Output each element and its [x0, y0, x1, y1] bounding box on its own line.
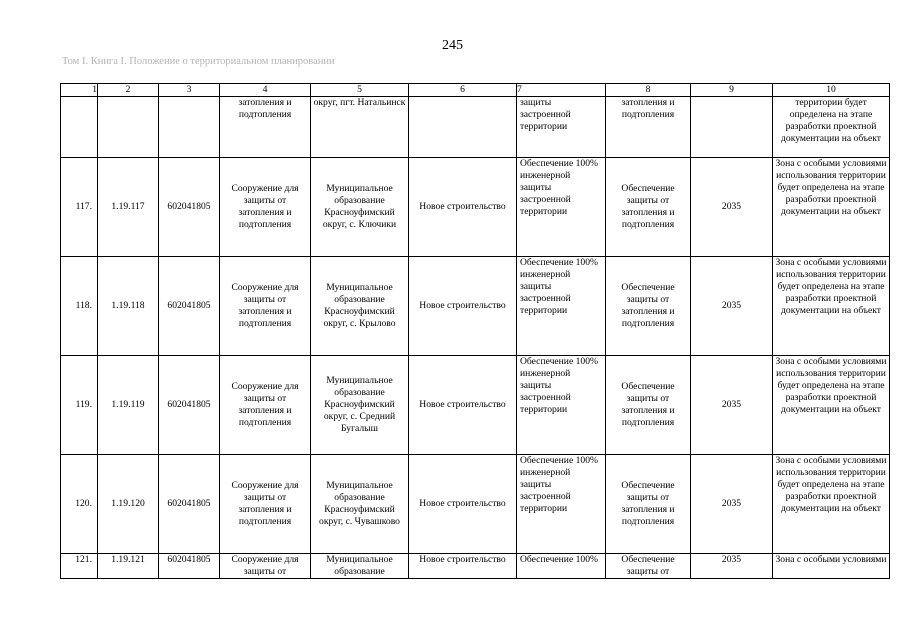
- table-cell-col-3: 3: [159, 84, 220, 97]
- table-cell-col-2: 1.19.118: [98, 257, 159, 356]
- table-cell-col-7: 7: [517, 84, 606, 97]
- table-cell-col-7: Обеспечение 100% инженерной защиты застроенной территории: [517, 455, 606, 554]
- table-cell-col-1: 1: [61, 84, 98, 97]
- table-cell-col-8: Обеспечение защиты от затопления и подтопления: [606, 455, 691, 554]
- table-cell-col-4: Сооружение для защиты от затопления и подтопления: [220, 455, 311, 554]
- table-cell-col-10: Зона с особыми условиями использования территории будет определена на этапе разработки проектной документации на объект: [773, 356, 890, 455]
- table-cell-col-10: Зона с особыми условиями использования территории будет определена на этапе разработки проектной документации на объект: [773, 455, 890, 554]
- table-cell-col-4: Сооружение для защиты от затопления и подтопления: [220, 158, 311, 257]
- table-cell-col-2: [98, 97, 159, 158]
- page-number: 245: [442, 38, 463, 53]
- table-cell-col-5: Муниципальное образование Красноуфимский округ, с. Средний Бугалыш: [311, 356, 409, 455]
- table-cell-col-9: 2035: [691, 257, 773, 356]
- table-cell-col-5: 5: [311, 84, 409, 97]
- table-cell-col-1: 118.: [61, 257, 98, 356]
- table-cell-col-5: Муниципальное образование Красноуфимский округ, с. Крылово: [311, 257, 409, 356]
- table-cell-col-2: 2: [98, 84, 159, 97]
- table-cell-col-6: Новое строительство: [409, 158, 517, 257]
- table-cell-col-1: 119.: [61, 356, 98, 455]
- table-cell-col-6: Новое строительство: [409, 455, 517, 554]
- table-cell-col-6: [409, 97, 517, 158]
- table-cell-col-9: 9: [691, 84, 773, 97]
- table-cell-col-10: территории будет определена на этапе разработки проектной документации на объект: [773, 97, 890, 158]
- table-cell-col-10: Зона с особыми условиями использования территории будет определена на этапе разработки проектной документации на объект: [773, 257, 890, 356]
- table-cell-col-5: Муниципальное образование: [311, 554, 409, 579]
- table-cell-col-3: [159, 97, 220, 158]
- table-cell-col-2: 1.19.120: [98, 455, 159, 554]
- table-cell-col-7: защиты застроенной территории: [517, 97, 606, 158]
- table-row: [61, 158, 890, 257]
- table-cell-col-3: 602041805: [159, 554, 220, 579]
- table-cell-col-1: [61, 97, 98, 158]
- table-cell-col-8: Обеспечение защиты от затопления и подтопления: [606, 356, 691, 455]
- table-cell-col-2: 1.19.119: [98, 356, 159, 455]
- table-cell-col-8: Обеспечение защиты от затопления и подтопления: [606, 257, 691, 356]
- table-cell-col-6: Новое строительство: [409, 257, 517, 356]
- table-cell-col-9: 2035: [691, 356, 773, 455]
- table-cell-col-8: Обеспечение защиты от затопления и подтопления: [606, 158, 691, 257]
- table-cell-col-10: Зона с особыми условиями использования территории будет определена на этапе разработки проектной документации на объект: [773, 158, 890, 257]
- table-cell-col-4: 4: [220, 84, 311, 97]
- table-cell-col-7: Обеспечение 100%: [517, 554, 606, 579]
- table-cell-col-5: Муниципальное образование Красноуфимский округ, с. Чувашково: [311, 455, 409, 554]
- table-cell-col-6: Новое строительство: [409, 554, 517, 579]
- table-header-row: [61, 84, 890, 97]
- table-cell-col-5: округ, пгт. Натальинск: [311, 97, 409, 158]
- table-cell-col-9: [691, 97, 773, 158]
- table-cell-col-10: 10: [773, 84, 890, 97]
- table-cell-col-7: Обеспечение 100% инженерной защиты застроенной территории: [517, 257, 606, 356]
- table-cell-col-5: Муниципальное образование Красноуфимский округ, с. Ключики: [311, 158, 409, 257]
- table-cell-col-1: 117.: [61, 158, 98, 257]
- table-cell-col-8: затопления и подтопления: [606, 97, 691, 158]
- table-cell-col-2: 1.19.121: [98, 554, 159, 579]
- table-cell-col-3: 602041805: [159, 455, 220, 554]
- table-cell-col-3: 602041805: [159, 356, 220, 455]
- table-row-continued: [61, 97, 890, 158]
- table-cell-col-6: Новое строительство: [409, 356, 517, 455]
- table-cell-col-8: 8: [606, 84, 691, 97]
- table-cell-col-4: затопления и подтопления: [220, 97, 311, 158]
- table-cell-col-10: Зона с особыми условиями: [773, 554, 890, 579]
- table-cell-col-8: Обеспечение защиты от: [606, 554, 691, 579]
- table-cell-col-9: 2035: [691, 554, 773, 579]
- table-cell-col-3: 602041805: [159, 257, 220, 356]
- table-cell-col-9: 2035: [691, 455, 773, 554]
- table-cell-col-7: Обеспечение 100% инженерной защиты застроенной территории: [517, 158, 606, 257]
- table-cell-col-1: 120.: [61, 455, 98, 554]
- table-cell-col-4: Сооружение для защиты от: [220, 554, 311, 579]
- table-row: [61, 356, 890, 455]
- table-cell-col-3: 602041805: [159, 158, 220, 257]
- table-row: [61, 455, 890, 554]
- table-cell-col-4: Сооружение для защиты от затопления и подтопления: [220, 356, 311, 455]
- running-header: Том I. Книга I. Положение о территориальном планировании: [62, 56, 335, 67]
- table-row-truncated: [61, 554, 890, 579]
- table-cell-col-1: 121.: [61, 554, 98, 579]
- objects-table: [60, 83, 890, 579]
- table-cell-col-9: 2035: [691, 158, 773, 257]
- table-cell-col-4: Сооружение для защиты от затопления и подтопления: [220, 257, 311, 356]
- table-cell-col-6: 6: [409, 84, 517, 97]
- table-cell-col-2: 1.19.117: [98, 158, 159, 257]
- table-cell-col-7: Обеспечение 100% инженерной защиты застроенной территории: [517, 356, 606, 455]
- table-row: [61, 257, 890, 356]
